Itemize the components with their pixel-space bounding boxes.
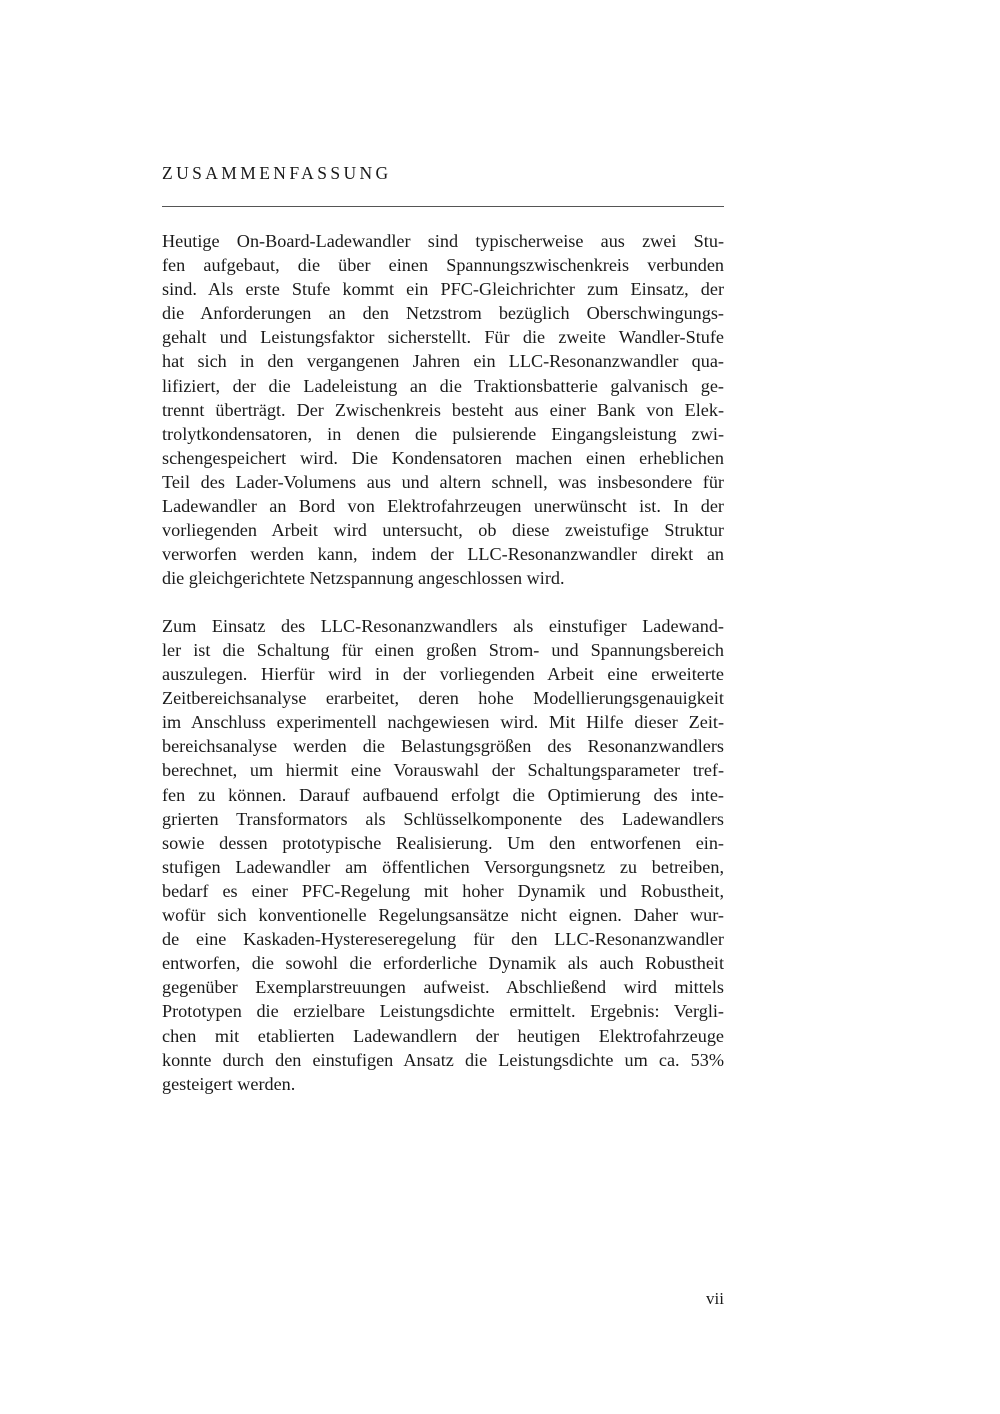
text-line: trolytkondensatoren, in denen die pulsierende Eingangsleistung zwi- [162,423,724,444]
text-line: Heutige On-Board-Ladewandler sind typischerweise aus zwei Stu- [162,231,724,251]
text-line: lifiziert, der die Ladeleistung an die Traktionsbatterie galvanisch ge- [162,375,724,396]
text-line: die Anforderungen an den Netzstrom bezüglich Oberschwingungs- [162,303,724,324]
text-line: Zeitbereichsanalyse erarbeitet, deren hohe Modellierungsgenauigkeit [162,688,724,709]
text-line: Teil des Lader-Volumens aus und altern schnell, was insbesondere für [162,471,724,492]
text-line: vorliegenden Arbeit wird untersucht, ob diese zweistufige Struktur [162,520,724,541]
text-line: Zum Einsatz des LLC-Resonanzwandlers als einstufiger Ladewand- [162,615,724,636]
text-line: Ladewandler an Bord von Elektrofahrzeugen unerwünscht ist. In der [162,496,724,517]
text-line: trennt überträgt. Der Zwischenkreis besteht aus einer Bank von Elek- [162,399,724,420]
heading-rule [162,206,724,207]
text-line: wofür sich konventionelle Regelungsansätze nicht eignen. Daher wur- [162,905,724,926]
text-line: ler ist die Schaltung für einen großen Strom- und Spannungsbereich [162,640,724,660]
text-line: berechnet, um hiermit eine Vorauswahl der Schaltungsparameter tref- [162,760,724,781]
text-line: verworfen werden kann, indem der LLC-Resonanzwandler direkt an [162,544,724,565]
text-line: im Anschluss experimentell nachgewiesen wird. Mit Hilfe dieser Zeit- [162,712,724,733]
text-line: sowie dessen prototypische Realisierung. Um den entworfenen ein- [162,832,724,853]
text-line: schengespeichert wird. Die Kondensatoren machen einen erheblichen [162,447,724,468]
paragraph-2 [162,614,724,1096]
text-line: fen zu können. Darauf aufbauend erfolgt die Optimierung des inte- [162,784,724,805]
text-line: bedarf es einer PFC-Regelung mit hoher Dynamik und Robustheit, [162,880,724,901]
text-line: Prototypen die erzielbare Leistungsdichte ermittelt. Ergebnis: Vergli- [162,1001,724,1022]
paragraph-1 [162,229,724,590]
text-line: sind. Als erste Stufe kommt ein PFC-Gleichrichter zum Einsatz, der [162,279,724,300]
text-line: grierten Transformators als Schlüsselkomponente des Ladewandlers [162,808,724,829]
text-line: gesteigert werden. [162,1073,296,1094]
text-line: auszulegen. Hierfür wird in der vorliegenden Arbeit eine erweiterte [162,664,724,685]
text-line: gehalt und Leistungsfaktor sicherstellt. Für die zweite Wandler-Stufe [162,327,724,348]
text-line: entworfen, die sowohl die erforderliche Dynamik als auch Robustheit [162,953,724,974]
text-line: chen mit etablierten Ladewandlern der heutigen Elektrofahrzeuge [162,1025,724,1046]
text-line: stufigen Ladewandler am öffentlichen Versorgungsnetz zu betreiben, [162,856,724,877]
text-line: gegenüber Exemplarstreuungen aufweist. Abschließend wird mittels [162,977,724,998]
text-line: hat sich in den vergangenen Jahren ein LLC-Resonanzwandler qua- [162,351,724,372]
abstract-body [162,229,724,1096]
page-number: vii [706,1289,724,1308]
section-heading: ZUSAMMENFASSUNG [162,163,392,183]
text-line: konnte durch den einstufigen Ansatz die Leistungsdichte um ca. 53% [162,1049,724,1070]
text-line: bereichsanalyse werden die Belastungsgrößen des Resonanzwandlers [162,736,724,757]
text-line: fen aufgebaut, die über einen Spannungszwischenkreis verbunden [162,255,724,276]
text-line: die gleichgerichtete Netzspannung angeschlossen wird. [162,568,565,589]
text-line: de eine Kaskaden-Hystereseregelung für den LLC-Resonanzwandler [162,929,724,950]
